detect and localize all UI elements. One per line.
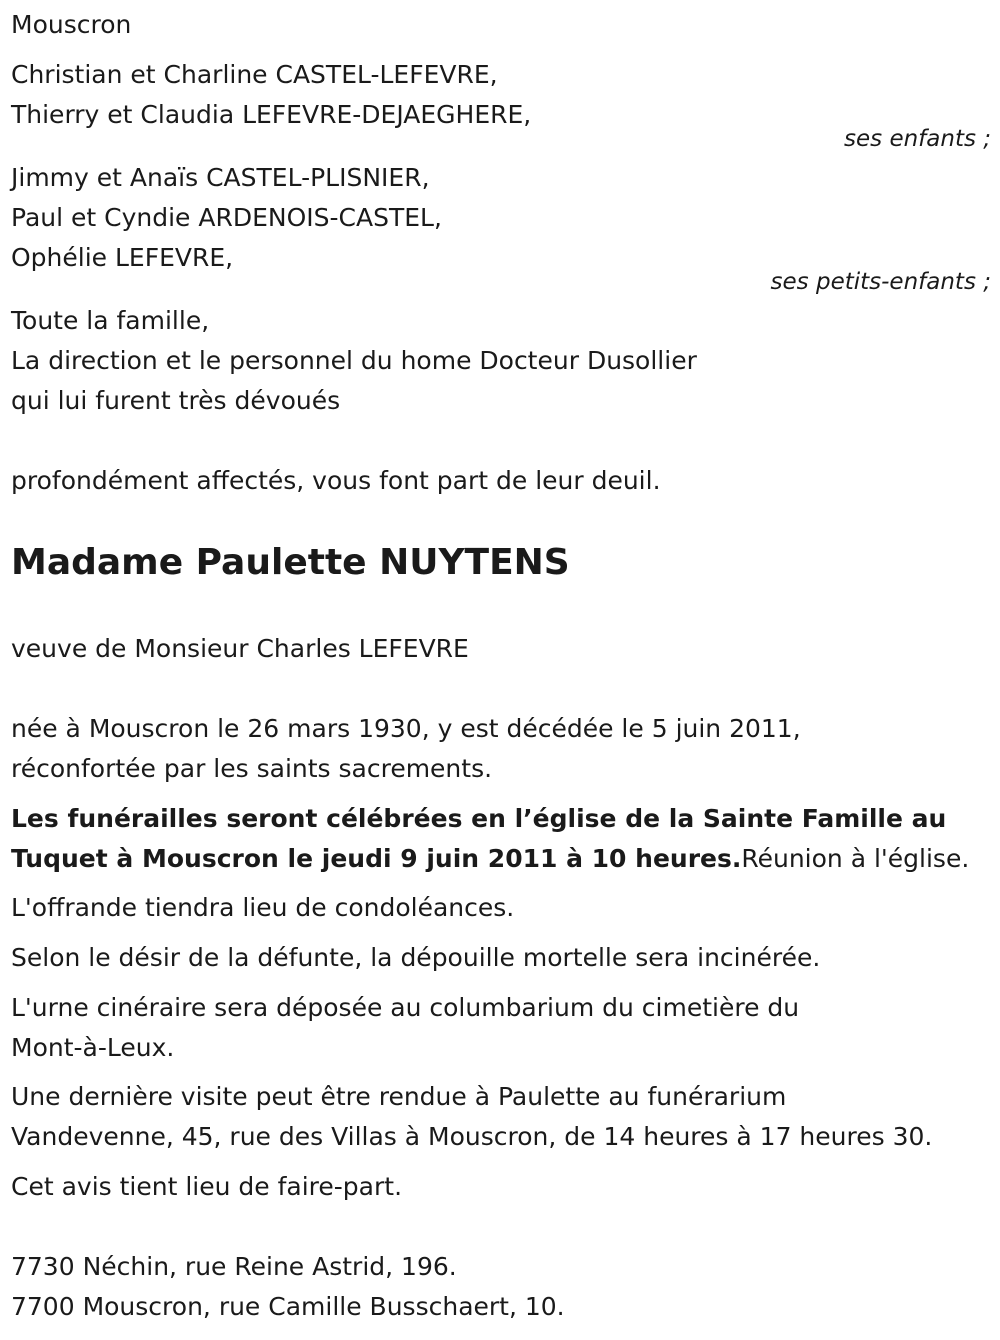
- birth-death-line-2: réconfortée par les saints sacrements.: [11, 754, 493, 783]
- deceased-name: Madame Paulette NUYTENS: [11, 542, 570, 583]
- family-line-3: qui lui furent très dévoués: [11, 386, 341, 415]
- grandchildren-line-3: Ophélie LEFEVRE,: [11, 243, 234, 272]
- children-line-1: Christian et Charline CASTEL-LEFEVRE,: [11, 60, 498, 89]
- family-line-1: Toute la famille,: [11, 306, 210, 335]
- funeral-date: Tuquet à Mouscron le jeudi 9 juin 2011 à 10 heures.: [11, 844, 742, 873]
- family-line-2: La direction et le personnel du home Docteur Dusollier: [11, 346, 697, 375]
- address-1: 7730 Néchin, rue Reine Astrid, 196.: [11, 1252, 457, 1281]
- children-role: ses enfants ;: [844, 126, 991, 152]
- visit-line-2: Vandevenne, 45, rue des Villas à Mouscron, de 14 heures à 17 heures 30.: [11, 1122, 933, 1151]
- grandchildren-role: ses petits-enfants ;: [770, 269, 991, 295]
- location: Mouscron: [11, 10, 132, 39]
- urn-line-1: L'urne cinéraire sera déposée au columbarium du cimetière du: [11, 993, 800, 1022]
- children-line-2: Thierry et Claudia LEFEVRE-DEJAEGHERE,: [11, 100, 532, 129]
- funeral-line-2: [11, 839, 969, 879]
- notice: Cet avis tient lieu de faire-part.: [11, 1172, 403, 1201]
- birth-death-line-1: née à Mouscron le 26 mars 1930, y est décédée le 5 juin 2011,: [11, 714, 801, 743]
- funeral-line-1: Les funérailles seront célébrées en l’église de la Sainte Famille au: [11, 804, 947, 833]
- offering: L'offrande tiendra lieu de condoléances.: [11, 893, 515, 922]
- widow-of: veuve de Monsieur Charles LEFEVRE: [11, 634, 469, 663]
- address-2: 7700 Mouscron, rue Camille Busschaert, 10.: [11, 1292, 565, 1321]
- funeral-meeting: Réunion à l'église.: [741, 844, 970, 873]
- grandchildren-line-2: Paul et Cyndie ARDENOIS-CASTEL,: [11, 203, 442, 232]
- announcement: profondément affectés, vous font part de leur deuil.: [11, 466, 661, 495]
- visit-line-1: Une dernière visite peut être rendue à Paulette au funérarium: [11, 1082, 787, 1111]
- grandchildren-line-1: Jimmy et Anaïs CASTEL-PLISNIER,: [11, 163, 430, 192]
- cremation: Selon le désir de la défunte, la dépouille mortelle sera incinérée.: [11, 943, 821, 972]
- urn-line-2: Mont-à-Leux.: [11, 1033, 175, 1062]
